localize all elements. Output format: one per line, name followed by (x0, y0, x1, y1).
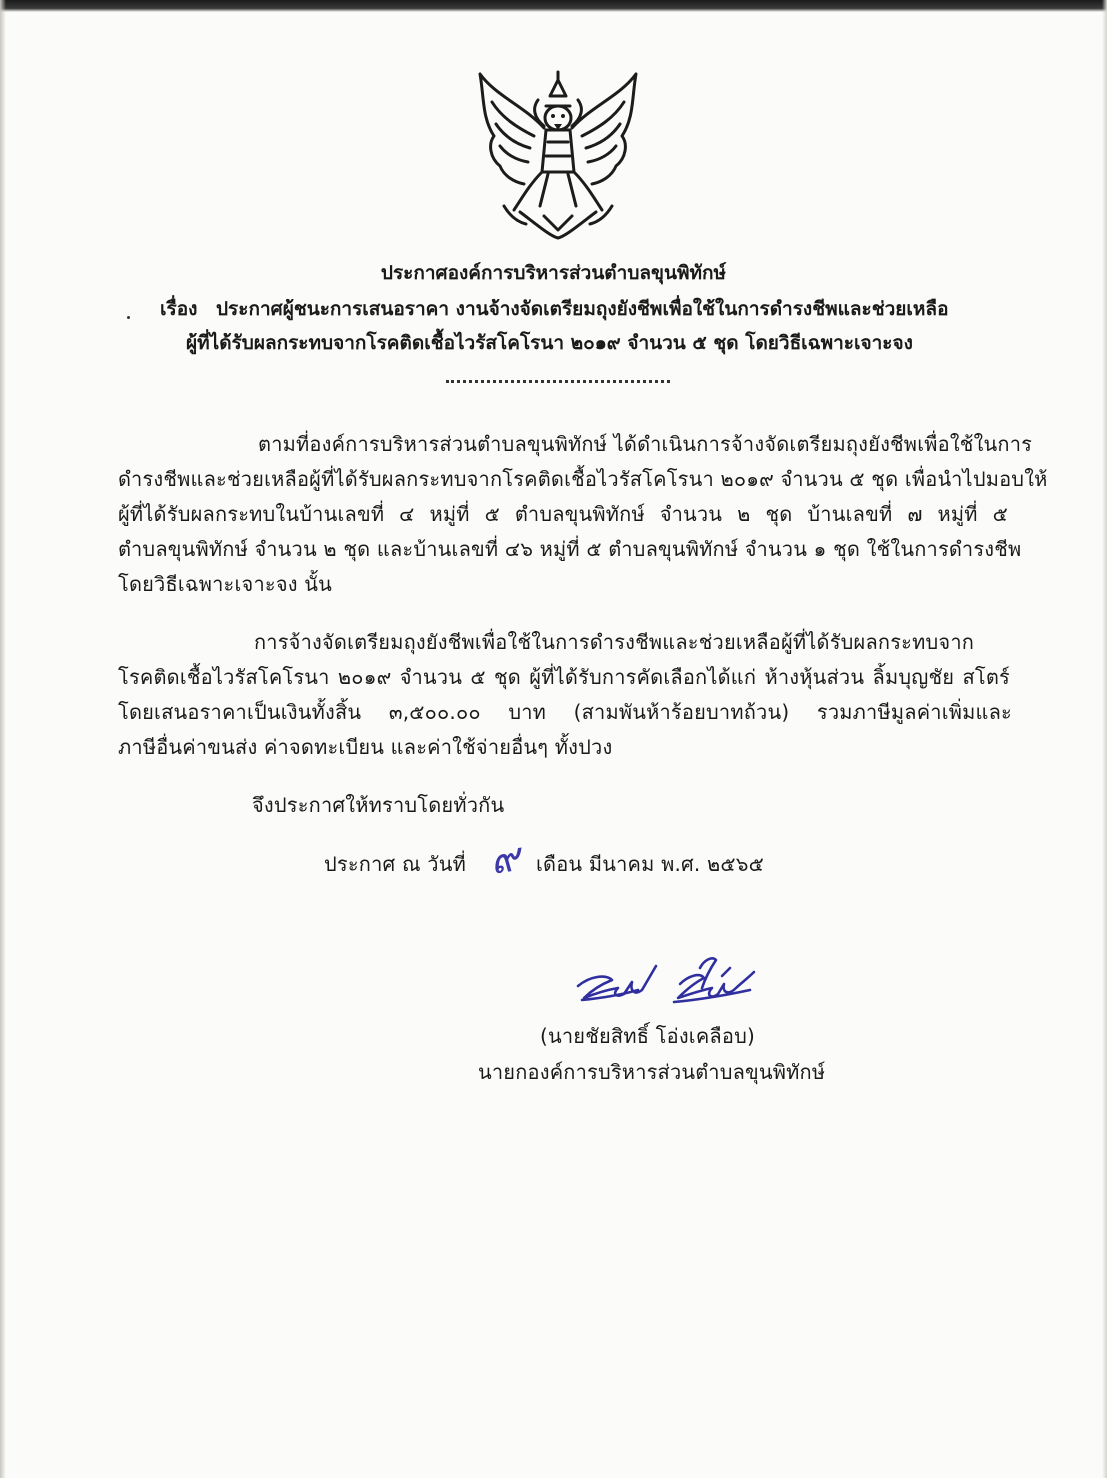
para1-line: ตำบลขุนพิทักษ์ จำนวน ๒ ชุด และบ้านเลขที่ ๔๖ หมู่ที่ ๕ ตำบลขุนพิทักษ์ จำนวน ๑ ชุด ใช้ในการดำรงชีพ (118, 537, 1022, 561)
para2-line: โดยเสนอราคาเป็นเงินทั้งสิ้น ๓,๕๐๐.๐๐ บาท (สามพันห้าร้อยบาทถ้วน) รวมภาษีมูลค่าเพิ่มและ (118, 700, 1012, 724)
subject-line-1: ประกาศผู้ชนะการเสนอราคา งานจ้างจัดเตรียมถุงยังชีพเพื่อใช้ในการดำรงชีพและช่วยเหลือ (216, 298, 949, 320)
para1-line: โดยวิธีเฉพาะเจาะจง นั้น (118, 572, 333, 596)
para2-line: โรคติดเชื้อไวรัสโคโรนา ๒๐๑๙ จำนวน ๕ ชุด ผู้ที่ได้รับการคัดเลือกได้แก่ ห้างหุ้นส่วน ลิ้มบุญชัย สโตร์ (118, 665, 1010, 689)
dotted-separator (446, 380, 670, 383)
para2-line: การจ้างจัดเตรียมถุงยังชีพเพื่อใช้ในการดำรงชีพและช่วยเหลือผู้ที่ได้รับผลกระทบจาก (254, 630, 975, 654)
announcement-title: ประกาศองค์การบริหารส่วนตำบลขุนพิทักษ์ (380, 262, 727, 284)
handwritten-day: ๙ (487, 834, 523, 884)
stray-dot (127, 316, 130, 319)
para1-line: ผู้ที่ได้รับผลกระทบในบ้านเลขที่ ๔ หมู่ที่ ๕ ตำบลขุนพิทักษ์ จำนวน ๒ ชุด บ้านเลขที่ ๗ หมู่ที่ ๕ (118, 502, 1008, 526)
scan-top-edge (0, 0, 1107, 12)
date-prefix: ประกาศ ณ วันที่ (324, 852, 466, 876)
handwritten-signature (572, 954, 758, 1012)
subject-line-2: ผู้ที่ได้รับผลกระทบจากโรคติดเชื้อไวรัสโคโรนา ๒๐๑๙ จำนวน ๕ ชุด โดยวิธีเฉพาะเจาะจง (186, 332, 913, 354)
signatory-position: นายกองค์การบริหารส่วนตำบลขุนพิทักษ์ (478, 1060, 826, 1084)
para1-line: ดำรงชีพและช่วยเหลือผู้ที่ได้รับผลกระทบจากโรคติดเชื้อไวรัสโคโรนา ๒๐๑๙ จำนวน ๕ ชุด เพื่อนำไปมอบให้ (118, 467, 1048, 491)
garuda-emblem-icon (474, 66, 642, 240)
scan-left-edge (0, 0, 6, 1478)
para2-line: ภาษีอื่นค่าขนส่ง ค่าจดทะเบียน และค่าใช้จ่ายอื่นๆ ทั้งปวง (118, 735, 613, 759)
scan-right-edge (1102, 0, 1107, 1478)
subject-label: เรื่อง (160, 298, 198, 320)
date-suffix: เดือน มีนาคม พ.ศ. ๒๕๖๕ (536, 852, 764, 876)
signatory-name: (นายชัยสิทธิ์ โอ่งเคลือบ) (540, 1024, 755, 1048)
closing-statement: จึงประกาศให้ทราบโดยทั่วกัน (252, 793, 505, 817)
para1-line: ตามที่องค์การบริหารส่วนตำบลขุนพิทักษ์ ได้ดำเนินการจ้างจัดเตรียมถุงยังชีพเพื่อใช้ในการ (258, 432, 1033, 456)
